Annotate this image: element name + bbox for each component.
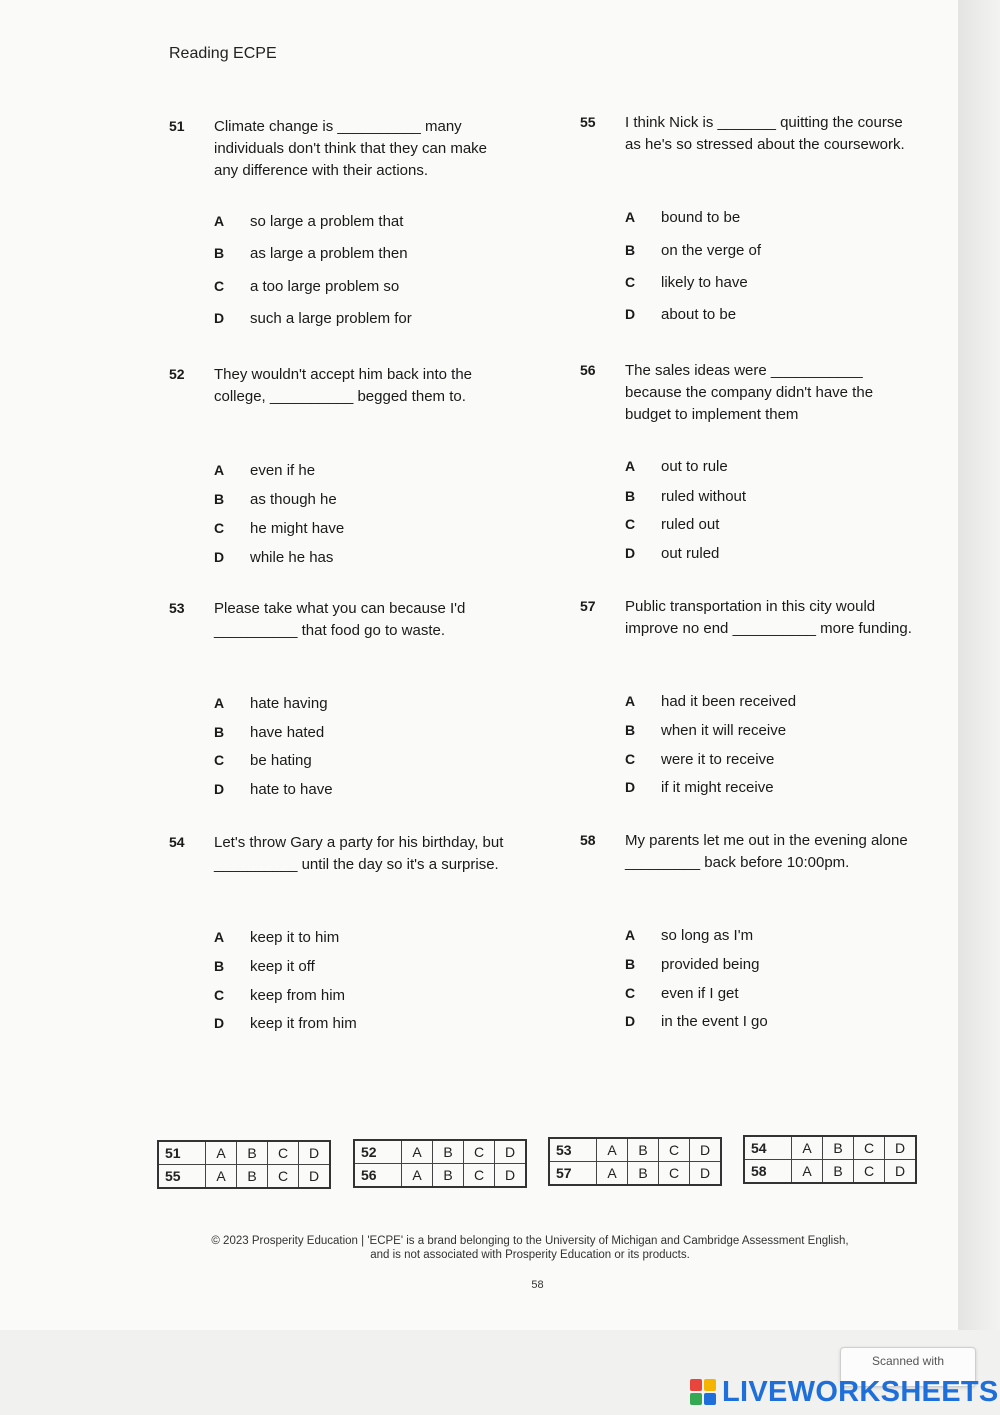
question-stem: The sales ideas were ___________ because the company didn't have the budget to implement them [625, 362, 874, 423]
option-text: a too large problem so [250, 278, 400, 295]
option-56-b[interactable] [625, 485, 746, 507]
grid-choice-57-a[interactable]: A [597, 1162, 628, 1186]
option-55-a[interactable] [625, 206, 740, 228]
liveworksheets-wordmark: LIVEWORKSHEETS [722, 1375, 999, 1408]
option-58-c[interactable] [625, 982, 739, 1004]
option-54-a[interactable] [214, 926, 339, 948]
option-55-c[interactable] [625, 271, 748, 293]
grid-question-number: 57 [549, 1162, 597, 1186]
option-58-b[interactable] [625, 953, 759, 975]
question-number: 53 [169, 600, 185, 616]
option-letter: B [625, 242, 636, 258]
option-53-a[interactable] [214, 692, 328, 714]
option-51-c[interactable] [214, 275, 399, 297]
option-56-c[interactable] [625, 513, 719, 535]
option-51-a[interactable] [214, 210, 403, 232]
option-text: had it been received [661, 693, 797, 710]
question-stem: Public transportation in this city would improve no end __________ more funding. [625, 598, 912, 637]
option-letter: B [214, 958, 225, 974]
page-header: Reading ECPE [169, 45, 277, 62]
grid-row-58 [744, 1160, 916, 1184]
option-text: hate having [250, 695, 328, 712]
option-letter: C [214, 987, 225, 1003]
option-letter: D [214, 310, 225, 326]
grid-row-55 [158, 1165, 330, 1189]
option-letter: C [625, 985, 636, 1001]
option-text: so long as I'm [661, 927, 754, 944]
option-text: be hating [250, 752, 312, 769]
grid-choice-58-a[interactable]: A [792, 1160, 823, 1184]
option-54-c[interactable] [214, 984, 345, 1006]
grid-choice-52-b[interactable]: B [433, 1140, 464, 1164]
option-text: out ruled [661, 545, 720, 562]
grid-choice-56-c[interactable]: C [464, 1164, 495, 1188]
option-letter: A [625, 927, 636, 943]
grid-choice-57-c[interactable]: C [659, 1162, 690, 1186]
grid-choice-58-b[interactable]: B [823, 1160, 854, 1184]
grid-choice-55-c[interactable]: C [268, 1165, 299, 1189]
footer-line-1: © 2023 Prosperity Education | 'ECPE' is a brand belonging to the University of Michigan and Cambridge Assessment English, [211, 1235, 849, 1247]
option-letter: C [625, 751, 636, 767]
option-text: out to rule [661, 458, 728, 475]
copyright-footer [150, 1234, 910, 1262]
scanner-badge: Scanned with [840, 1347, 976, 1387]
option-letter: A [214, 929, 225, 945]
question-number: 57 [580, 598, 596, 614]
option-52-d[interactable] [214, 546, 333, 568]
grid-choice-57-b[interactable]: B [628, 1162, 659, 1186]
option-text: keep it from him [250, 1015, 357, 1032]
grid-question-number: 53 [549, 1138, 597, 1162]
question-number: 52 [169, 366, 185, 382]
grid-choice-56-b[interactable]: B [433, 1164, 464, 1188]
logo-tile-red [690, 1379, 702, 1391]
option-letter: A [625, 209, 636, 225]
answer-grid-2 [353, 1139, 527, 1188]
option-letter: A [214, 462, 225, 478]
grid-choice-51-d[interactable]: D [299, 1141, 331, 1165]
grid-question-number: 56 [354, 1164, 402, 1188]
option-55-b[interactable] [625, 239, 761, 261]
grid-choice-54-a[interactable]: A [792, 1136, 823, 1160]
grid-choice-53-d[interactable]: D [690, 1138, 722, 1162]
option-text: have hated [250, 724, 325, 741]
grid-row-56 [354, 1164, 526, 1188]
option-text: when it will receive [661, 722, 787, 739]
grid-choice-53-c[interactable]: C [659, 1138, 690, 1162]
option-letter: A [214, 695, 225, 711]
question-stem: I think Nick is _______ quitting the course as he's so stressed about the coursework. [625, 114, 905, 153]
grid-row-52 [354, 1140, 526, 1164]
grid-choice-58-c[interactable]: C [854, 1160, 885, 1184]
question-number: 56 [580, 362, 596, 378]
option-text: he might have [250, 520, 345, 537]
option-letter: D [214, 781, 225, 797]
grid-choice-54-b[interactable]: B [823, 1136, 854, 1160]
grid-choice-52-a[interactable]: A [402, 1140, 433, 1164]
option-58-d[interactable] [625, 1010, 768, 1032]
option-text: even if I get [661, 985, 739, 1002]
grid-choice-55-d[interactable]: D [299, 1165, 331, 1189]
option-letter: B [214, 491, 225, 507]
option-53-b[interactable] [214, 721, 324, 743]
option-text: likely to have [661, 274, 748, 291]
grid-choice-55-a[interactable]: A [206, 1165, 237, 1189]
option-56-a[interactable] [625, 455, 728, 477]
liveworksheets-logo[interactable] [690, 1376, 999, 1408]
option-letter: C [625, 274, 636, 290]
option-text: bound to be [661, 209, 741, 226]
option-letter: A [214, 213, 225, 229]
answer-grid-4 [743, 1135, 917, 1184]
question-stem: Please take what you can because I'd __________ that food go to waste. [214, 600, 466, 639]
grid-choice-58-d[interactable]: D [885, 1160, 917, 1184]
option-text: about to be [661, 306, 737, 323]
option-text: ruled without [661, 488, 747, 505]
logo-tile-yellow [704, 1379, 716, 1391]
grid-question-number: 58 [744, 1160, 792, 1184]
option-52-b[interactable] [214, 488, 337, 510]
option-54-b[interactable] [214, 955, 315, 977]
option-52-a[interactable] [214, 459, 315, 481]
option-letter: B [625, 488, 636, 504]
option-51-b[interactable] [214, 242, 408, 264]
option-52-c[interactable] [214, 517, 344, 539]
option-letter: C [214, 278, 225, 294]
option-text: so large a problem that [250, 213, 404, 230]
question-number: 51 [169, 118, 185, 134]
option-57-d[interactable] [625, 776, 774, 798]
grid-choice-57-d[interactable]: D [690, 1162, 722, 1186]
option-letter: B [625, 722, 636, 738]
grid-choice-52-c[interactable]: C [464, 1140, 495, 1164]
page-number: 58 [531, 1279, 544, 1291]
question-stem: Climate change is __________ many individuals don't think that they can make any difference with their actions. [214, 118, 488, 179]
option-letter: C [214, 752, 225, 768]
option-text: keep from him [250, 987, 346, 1004]
grid-choice-56-a[interactable]: A [402, 1164, 433, 1188]
option-text: as large a problem then [250, 245, 408, 262]
grid-choice-51-a[interactable]: A [206, 1141, 237, 1165]
option-57-a[interactable] [625, 690, 796, 712]
grid-row-54 [744, 1136, 916, 1160]
option-text: even if he [250, 462, 316, 479]
option-text: ruled out [661, 516, 720, 533]
answer-grid-1 [157, 1140, 331, 1189]
option-57-b[interactable] [625, 719, 786, 741]
option-55-d[interactable] [625, 303, 736, 325]
option-53-d[interactable] [214, 778, 333, 800]
grid-choice-51-b[interactable]: B [237, 1141, 268, 1165]
option-text: if it might receive [661, 779, 774, 796]
grid-choice-53-a[interactable]: A [597, 1138, 628, 1162]
option-letter: D [625, 1013, 636, 1029]
option-letter: A [625, 458, 636, 474]
option-letter: D [214, 1015, 225, 1031]
question-stem: They wouldn't accept him back into the college, __________ begged them to. [214, 366, 473, 405]
option-letter: A [625, 693, 636, 709]
grid-choice-53-b[interactable]: B [628, 1138, 659, 1162]
grid-question-number: 52 [354, 1140, 402, 1164]
option-letter: B [214, 724, 225, 740]
grid-row-51 [158, 1141, 330, 1165]
grid-choice-55-b[interactable]: B [237, 1165, 268, 1189]
grid-choice-56-d[interactable]: D [495, 1164, 527, 1188]
grid-choice-52-d[interactable]: D [495, 1140, 527, 1164]
option-text: keep it off [250, 958, 315, 975]
grid-row-53 [549, 1138, 721, 1162]
option-letter: D [625, 545, 636, 561]
logo-tile-blue [704, 1393, 716, 1405]
option-text: keep it to him [250, 929, 340, 946]
option-text: on the verge of [661, 242, 762, 259]
option-letter: C [214, 520, 225, 536]
option-letter: D [625, 306, 636, 322]
option-57-c[interactable] [625, 748, 774, 770]
question-number: 55 [580, 114, 596, 130]
logo-tile-green [690, 1393, 702, 1405]
scan-edge [958, 0, 1000, 1330]
question-stem: Let's throw Gary a party for his birthday, but __________ until the day so it's a surprise. [214, 834, 504, 873]
grid-question-number: 54 [744, 1136, 792, 1160]
question-stem: My parents let me out in the evening alone _________ back before 10:00pm. [625, 832, 908, 871]
option-text: as though he [250, 491, 337, 508]
option-51-d[interactable] [214, 307, 412, 329]
option-56-d[interactable] [625, 542, 719, 564]
grid-choice-54-d[interactable]: D [885, 1136, 917, 1160]
option-letter: D [625, 779, 636, 795]
grid-question-number: 51 [158, 1141, 206, 1165]
question-number: 54 [169, 834, 185, 850]
grid-choice-54-c[interactable]: C [854, 1136, 885, 1160]
liveworksheets-icon [690, 1379, 716, 1405]
grid-row-57 [549, 1162, 721, 1186]
option-53-c[interactable] [214, 749, 312, 771]
grid-choice-51-c[interactable]: C [268, 1141, 299, 1165]
option-letter: D [214, 549, 225, 565]
option-text: provided being [661, 956, 760, 973]
option-58-a[interactable] [625, 924, 753, 946]
option-54-d[interactable] [214, 1012, 357, 1034]
footer-line-2: and is not associated with Prosperity Education or its products. [370, 1249, 690, 1261]
option-letter: B [625, 956, 636, 972]
answer-grid-3 [548, 1137, 722, 1186]
grid-question-number: 55 [158, 1165, 206, 1189]
option-text: were it to receive [661, 751, 775, 768]
option-text: in the event I go [661, 1013, 768, 1030]
question-number: 58 [580, 832, 596, 848]
option-letter: C [625, 516, 636, 532]
option-letter: B [214, 245, 225, 261]
option-text: while he has [250, 549, 334, 566]
option-text: such a large problem for [250, 310, 412, 327]
option-text: hate to have [250, 781, 333, 798]
